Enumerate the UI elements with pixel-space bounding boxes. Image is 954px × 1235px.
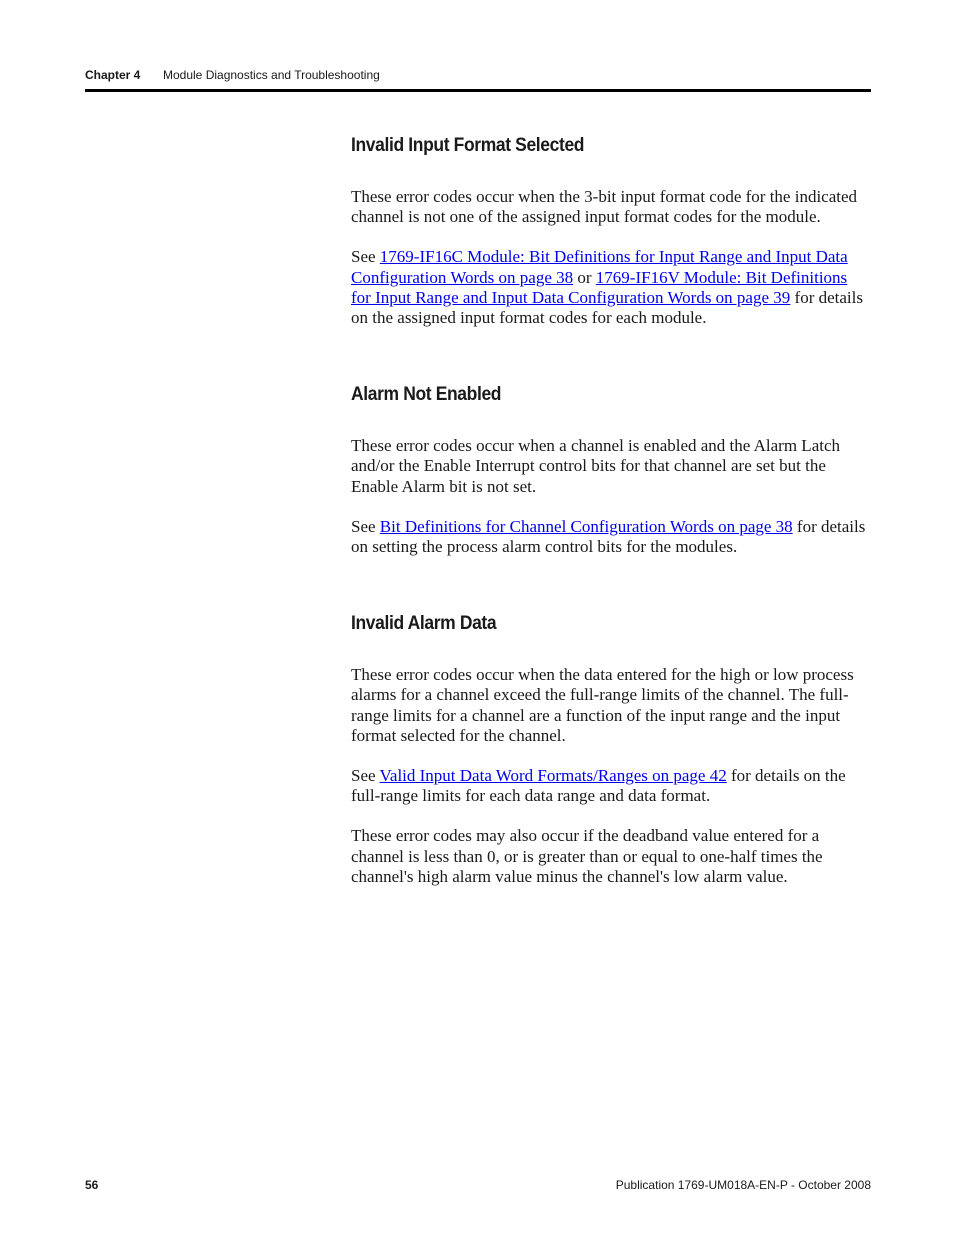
link-if16v-bit-definitions[interactable]: 1769-IF16V Module: Bit Definitions for Input Range and Input Data Configuration Words on page 39: [351, 267, 848, 307]
rest-text: for details on the full-range limits for each data range and data format.: [351, 766, 846, 806]
paragraph: These error codes occur when the data entered for the high or low process alarms for a channel exceed the full-range limits of the channel. The full-range limits for a channel are a function of the input range and the input format selected for the channel.: [351, 665, 854, 745]
section-heading: Invalid Alarm Data: [351, 613, 497, 635]
paragraph: These error codes may also occur if the deadband value entered for a channel is less than 0, or is greater than or equal to one-half times the channel's high alarm value minus the channel's low alarm value.: [351, 826, 823, 886]
paragraph: These error codes occur when a channel is enabled and the Alarm Latch and/or the Enable Interrupt control bits for that channel are set but the Enable Alarm bit is not set.: [351, 436, 841, 496]
running-footer: [85, 1176, 871, 1194]
rest-text: for details on setting the process alarm control bits for the modules.: [351, 516, 866, 557]
paragraph-see-also: [351, 247, 871, 328]
section-alarm-not-enabled: [351, 382, 871, 557]
see-text: See: [351, 247, 380, 267]
paragraph-see-also: [351, 766, 871, 806]
or-text: or: [573, 267, 596, 287]
section-heading: Invalid Input Format Selected: [351, 135, 585, 156]
link-channel-config-bit-definitions[interactable]: Bit Definitions for Channel Configuration Words on page 38: [379, 516, 793, 536]
paragraph: These error codes occur when the 3-bit input format code for the indicated channel is not one of the assigned input format codes for the module.: [351, 187, 858, 227]
chapter-title: Module Diagnostics and Troubleshooting: [163, 68, 380, 82]
see-text: See: [351, 766, 380, 786]
link-if16c-bit-definitions[interactable]: 1769-IF16C Module: Bit Definitions for Input Range and Input Data Configuration Words on page 38: [351, 247, 848, 287]
page-number: 56: [85, 1178, 99, 1192]
rest-text: for details on the assigned input format codes for each module.: [351, 287, 863, 328]
link-valid-input-data-word-formats[interactable]: Valid Input Data Word Formats/Ranges on page 42: [379, 766, 727, 786]
main-content: [351, 133, 871, 887]
header-rule: [85, 89, 871, 92]
chapter-label: Chapter 4: [85, 68, 141, 82]
paragraph-see-also: [351, 517, 871, 557]
see-text: See: [351, 516, 380, 536]
running-header: [85, 66, 871, 84]
section-invalid-input-format: [351, 133, 871, 328]
section-heading: Alarm Not Enabled: [351, 384, 502, 406]
publication-id: Publication 1769-UM018A-EN-P - October 2008: [615, 1178, 871, 1192]
section-invalid-alarm-data: [351, 611, 871, 887]
